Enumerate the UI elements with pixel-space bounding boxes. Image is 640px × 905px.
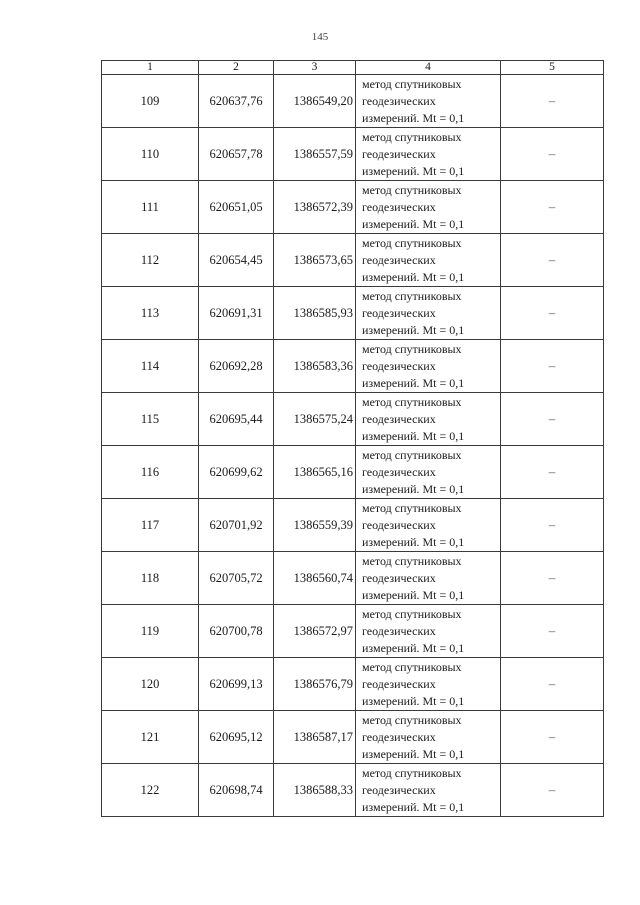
x-coordinate-cell: 620698,74 [199,764,274,817]
method-text-line: измерений. Mt = 0,1 [362,163,465,178]
x-coordinate-cell: 620651,05 [199,181,274,234]
y-coordinate-cell: 1386575,24 [274,393,356,446]
note-cell: – [501,75,604,128]
table-row [102,446,604,499]
table-row [102,605,604,658]
point-number-cell: 115 [102,393,199,446]
x-coordinate-cell: 620692,28 [199,340,274,393]
note-cell: – [501,446,604,499]
method-text-line: измерений. Mt = 0,1 [362,428,465,443]
method-cell [356,605,501,658]
x-coordinate-cell: 620699,62 [199,446,274,499]
y-coordinate-cell: 1386572,97 [274,605,356,658]
note-cell: – [501,499,604,552]
method-text-line: геодезических [362,146,436,161]
method-text-line: геодезических [362,358,436,373]
y-coordinate-cell: 1386587,17 [274,711,356,764]
method-text-line: метод спутниковых [362,235,462,250]
method-text-line: геодезических [362,199,436,214]
x-coordinate-cell: 620657,78 [199,128,274,181]
method-text-line: метод спутниковых [362,606,462,621]
method-text-line: геодезических [362,517,436,532]
point-number-cell: 119 [102,605,199,658]
method-text-line: измерений. Mt = 0,1 [362,110,465,125]
method-text-line: измерений. Mt = 0,1 [362,216,465,231]
column-header-1: 1 [102,61,199,75]
coordinates-table [101,60,604,817]
method-text-line: геодезических [362,570,436,585]
method-text-line: измерений. Mt = 0,1 [362,322,465,337]
x-coordinate-cell: 620700,78 [199,605,274,658]
method-text-line: метод спутниковых [362,500,462,515]
method-cell [356,764,501,817]
method-text-line: измерений. Mt = 0,1 [362,799,465,814]
method-text-line: измерений. Mt = 0,1 [362,375,465,390]
method-cell [356,128,501,181]
y-coordinate-cell: 1386560,74 [274,552,356,605]
method-text-line: метод спутниковых [362,659,462,674]
method-text-line: метод спутниковых [362,76,462,91]
note-cell: – [501,287,604,340]
page-number: 145 [311,31,329,43]
method-text-line: геодезических [362,93,436,108]
point-number-cell: 111 [102,181,199,234]
y-coordinate-cell: 1386585,93 [274,287,356,340]
y-coordinate-cell: 1386576,79 [274,658,356,711]
method-cell [356,287,501,340]
y-coordinate-cell: 1386559,39 [274,499,356,552]
method-text-line: метод спутниковых [362,129,462,144]
point-number-cell: 109 [102,75,199,128]
method-text-line: измерений. Mt = 0,1 [362,534,465,549]
method-text-line: метод спутниковых [362,712,462,727]
x-coordinate-cell: 620637,76 [199,75,274,128]
note-cell: – [501,393,604,446]
method-text-line: метод спутниковых [362,394,462,409]
point-number-cell: 114 [102,340,199,393]
method-cell [356,446,501,499]
method-text-line: метод спутниковых [362,341,462,356]
table-row [102,75,604,128]
x-coordinate-cell: 620654,45 [199,234,274,287]
note-cell: – [501,605,604,658]
note-cell: – [501,181,604,234]
method-text-line: геодезических [362,464,436,479]
point-number-cell: 121 [102,711,199,764]
note-cell: – [501,552,604,605]
table-row [102,658,604,711]
method-cell [356,75,501,128]
point-number-cell: 122 [102,764,199,817]
y-coordinate-cell: 1386583,36 [274,340,356,393]
point-number-cell: 112 [102,234,199,287]
method-text-line: геодезических [362,252,436,267]
method-text-line: геодезических [362,623,436,638]
table-row [102,340,604,393]
x-coordinate-cell: 620695,12 [199,711,274,764]
point-number-cell: 116 [102,446,199,499]
method-text-line: метод спутниковых [362,288,462,303]
y-coordinate-cell: 1386557,59 [274,128,356,181]
point-number-cell: 118 [102,552,199,605]
y-coordinate-cell: 1386565,16 [274,446,356,499]
method-cell [356,711,501,764]
table-row [102,393,604,446]
table-row [102,181,604,234]
table-row [102,552,604,605]
table-row [102,287,604,340]
column-header-4: 4 [356,61,501,75]
y-coordinate-cell: 1386588,33 [274,764,356,817]
note-cell: – [501,658,604,711]
table-row [102,764,604,817]
method-cell [356,234,501,287]
column-header-2: 2 [199,61,274,75]
method-cell [356,393,501,446]
method-text-line: измерений. Mt = 0,1 [362,269,465,284]
note-cell: – [501,128,604,181]
method-text-line: измерений. Mt = 0,1 [362,746,465,761]
y-coordinate-cell: 1386549,20 [274,75,356,128]
x-coordinate-cell: 620701,92 [199,499,274,552]
y-coordinate-cell: 1386573,65 [274,234,356,287]
table-row [102,234,604,287]
table-row [102,499,604,552]
method-text-line: геодезических [362,411,436,426]
method-text-line: геодезических [362,676,436,691]
method-text-line: метод спутниковых [362,182,462,197]
method-cell [356,340,501,393]
table-row [102,711,604,764]
note-cell: – [501,340,604,393]
x-coordinate-cell: 620705,72 [199,552,274,605]
method-text-line: измерений. Mt = 0,1 [362,693,465,708]
point-number-cell: 120 [102,658,199,711]
x-coordinate-cell: 620699,13 [199,658,274,711]
note-cell: – [501,234,604,287]
x-coordinate-cell: 620695,44 [199,393,274,446]
column-header-3: 3 [274,61,356,75]
note-cell: – [501,711,604,764]
method-text-line: геодезических [362,729,436,744]
method-text-line: метод спутниковых [362,553,462,568]
method-cell [356,552,501,605]
point-number-cell: 117 [102,499,199,552]
table-row [102,128,604,181]
point-number-cell: 113 [102,287,199,340]
method-cell [356,658,501,711]
method-cell [356,181,501,234]
method-text-line: геодезических [362,782,436,797]
table-body [102,75,604,817]
method-text-line: измерений. Mt = 0,1 [362,587,465,602]
note-cell: – [501,764,604,817]
method-text-line: измерений. Mt = 0,1 [362,481,465,496]
table-header-row [102,61,604,75]
point-number-cell: 110 [102,128,199,181]
method-text-line: геодезических [362,305,436,320]
method-text-line: метод спутниковых [362,765,462,780]
column-header-5: 5 [501,61,604,75]
x-coordinate-cell: 620691,31 [199,287,274,340]
y-coordinate-cell: 1386572,39 [274,181,356,234]
method-text-line: измерений. Mt = 0,1 [362,640,465,655]
method-text-line: метод спутниковых [362,447,462,462]
method-cell [356,499,501,552]
